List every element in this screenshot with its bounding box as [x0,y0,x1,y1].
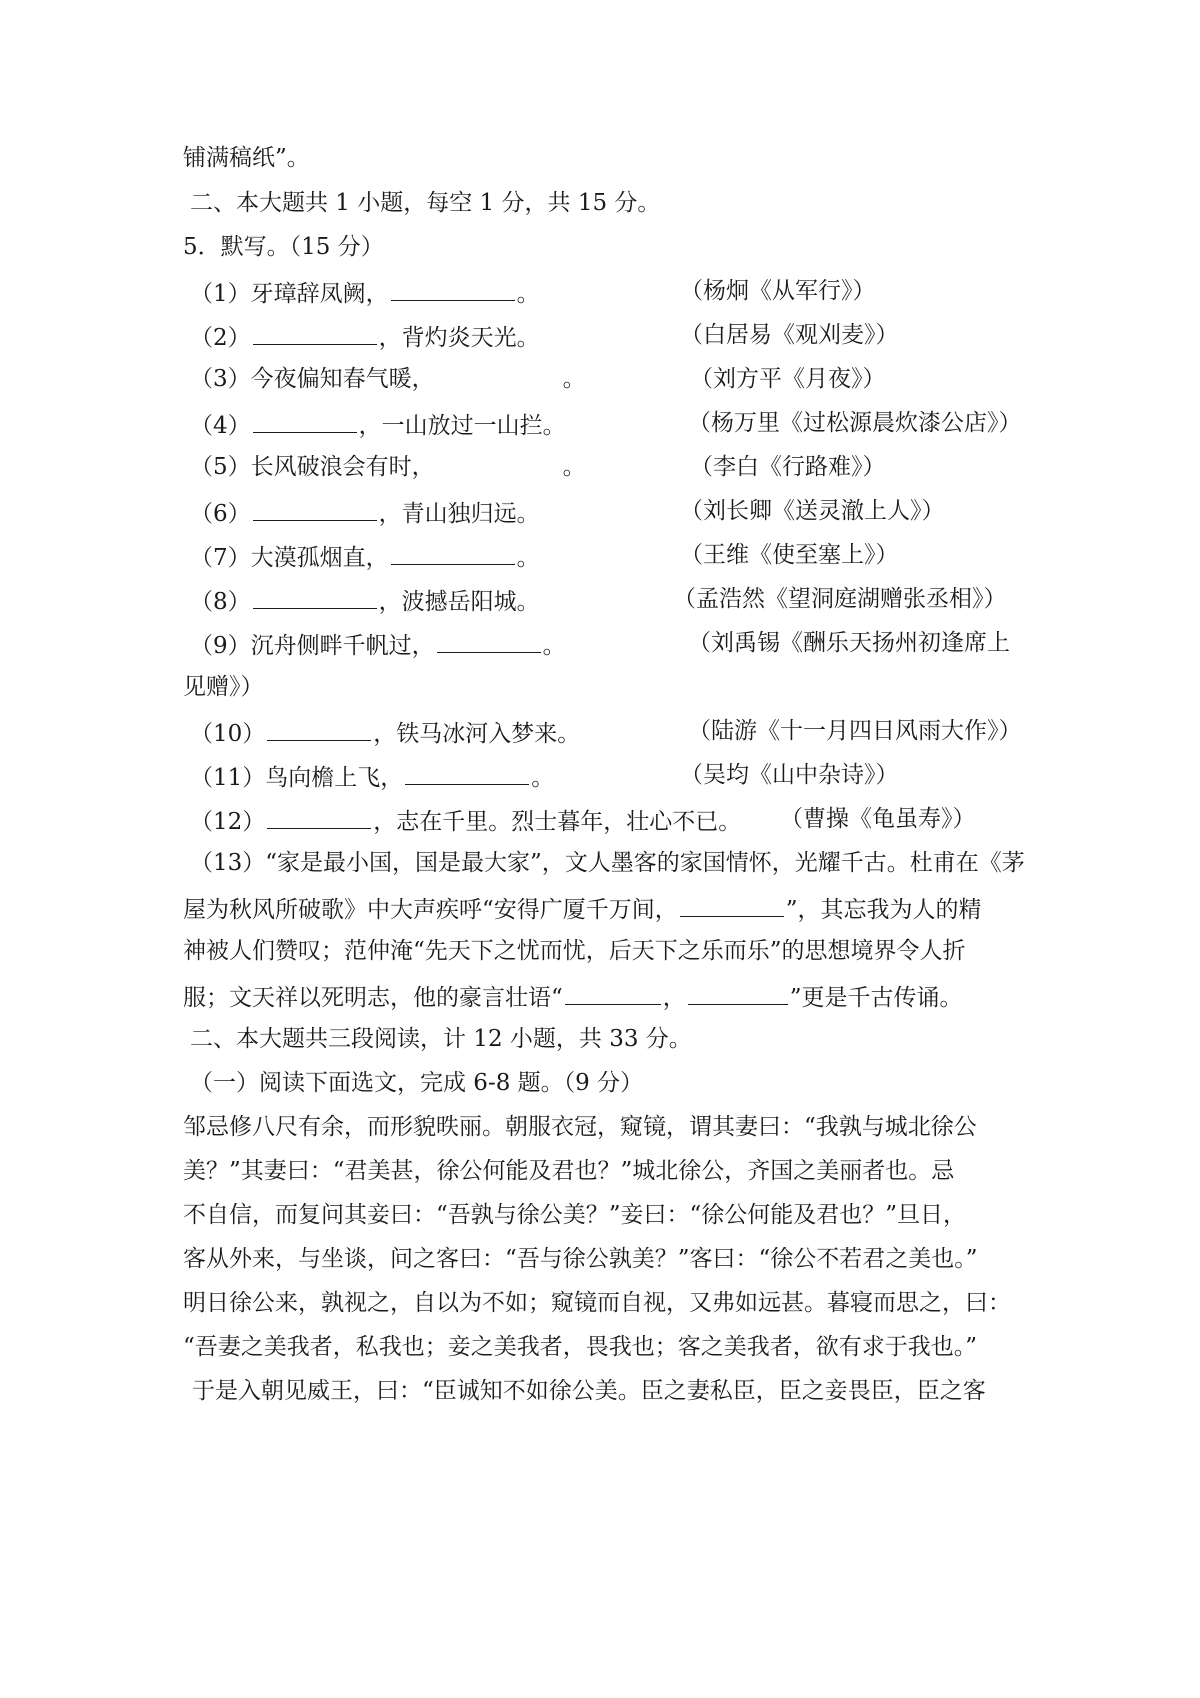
question-13-line-4: 服；文天祥以死明志，他的豪言壮语“ ， ”更是千古传诵。 [183,985,963,1011]
answer-blank[interactable] [253,500,377,521]
dictation-item-9: （9）沉舟侧畔千帆过， 。 [190,633,566,659]
source-citation: （白居易《观刈麦》） [680,322,899,348]
question-13-line-2: 屋为秋风所破歌》中大声疾呼“安得广厦千万间， ”，其忘我为人的精 [183,897,982,923]
source-citation: （孟浩然《望洞庭湖赠张丞相》） [673,586,1007,612]
answer-blank[interactable] [253,588,377,609]
answer-blank[interactable] [267,808,371,829]
section-heading: 二、本大题共三段阅读，计 12 小题，共 33 分。 [190,1026,692,1052]
section-heading: 二、本大题共 1 小题，每空 1 分，共 15 分。 [190,190,661,216]
answer-blank[interactable] [253,324,377,345]
question-13-line-1: （13）“家是最小国，国是最大家”，文人墨客的家国情怀，光耀千古。杜甫在《茅 [190,850,1025,876]
source-citation: （吴均《山中杂诗》） [680,762,899,788]
dictation-item-5: （5）长风破浪会有时， 。 [190,454,586,480]
source-citation: （刘长卿《送灵澈上人》） [680,498,945,524]
question-heading: 5．默写。（15 分） [183,234,384,260]
reading-subheading: （一）阅读下面选文，完成 6-8 题。（9 分） [190,1070,644,1096]
dictation-item-4: （4） ，一山放过一山拦。 [190,413,566,439]
source-citation: （王维《使至塞上》） [680,542,899,568]
passage-line: 美？”其妻曰：“君美甚，徐公何能及君也？”城北徐公，齐国之美丽者也。忌 [183,1158,955,1184]
passage-line: 邹忌修八尺有余，而形貌昳丽。朝服衣冠，窥镜，谓其妻曰：“我孰与城北徐公 [183,1114,977,1140]
source-citation: （刘禹锡《酬乐天扬州初逢席上 [688,630,1010,656]
source-citation: （陆游《十一月四日风雨大作》） [688,718,1022,744]
answer-blank[interactable] [680,896,784,917]
dictation-item-12: （12） ，志在千里。烈士暮年，壮心不已。 [190,809,742,835]
dictation-item-11: （11）鸟向檐上飞， 。 [190,765,555,791]
dictation-item-7: （7）大漠孤烟直， 。 [190,545,540,571]
passage-line: 于是入朝见威王，曰：“臣诚知不如徐公美。臣之妻私臣，臣之妾畏臣，臣之客 [192,1378,986,1404]
passage-line: 不自信，而复问其妾曰：“吾孰与徐公美？”妾曰：“徐公何能及君也？”旦日， [183,1202,967,1228]
dictation-item-2: （2） ，背灼炎天光。 [190,325,540,351]
dictation-item-3: （3）今夜偏知春气暖， 。 [190,366,586,392]
source-citation: （曹操《龟虽寿》） [780,806,976,832]
dictation-item-1: （1）牙璋辞凤阙， 。 [190,281,540,307]
answer-blank[interactable] [391,280,515,301]
answer-blank[interactable] [565,984,661,1005]
answer-blank[interactable] [253,412,357,433]
source-citation: （李白《行路难》） [690,454,886,480]
passage-line: 客从外来，与坐谈，问之客曰：“吾与徐公孰美？”客曰：“徐公不若君之美也。” [183,1246,978,1272]
question-13-line-3: 神被人们赞叹；范仲淹“先天下之忧而忧，后天下之乐而乐”的思想境界令人折 [183,938,966,964]
source-citation-continued: 见赠》） [183,674,264,700]
answer-blank[interactable] [267,720,371,741]
source-citation: （杨炯《从军行》） [680,278,876,304]
answer-blank[interactable] [437,632,541,653]
passage-line: 明日徐公来，孰视之，自以为不如；窥镜而自视，又弗如远甚。暮寝而思之，曰： [183,1290,1011,1316]
dictation-item-8: （8） ，波撼岳阳城。 [190,589,540,615]
text-line: 铺满稿纸”。 [183,145,310,171]
answer-blank[interactable] [688,984,788,1005]
source-citation: （杨万里《过松源晨炊漆公店》） [688,410,1022,436]
answer-blank[interactable] [405,764,529,785]
answer-blank[interactable] [391,544,515,565]
dictation-item-6: （6） ，青山独归远。 [190,501,540,527]
dictation-item-10: （10） ，铁马冰河入梦来。 [190,721,581,747]
passage-line: “吾妻之美我者，私我也；妾之美我者，畏我也；客之美我者，欲有求于我也。” [183,1334,978,1360]
source-citation: （刘方平《月夜》） [690,366,886,392]
